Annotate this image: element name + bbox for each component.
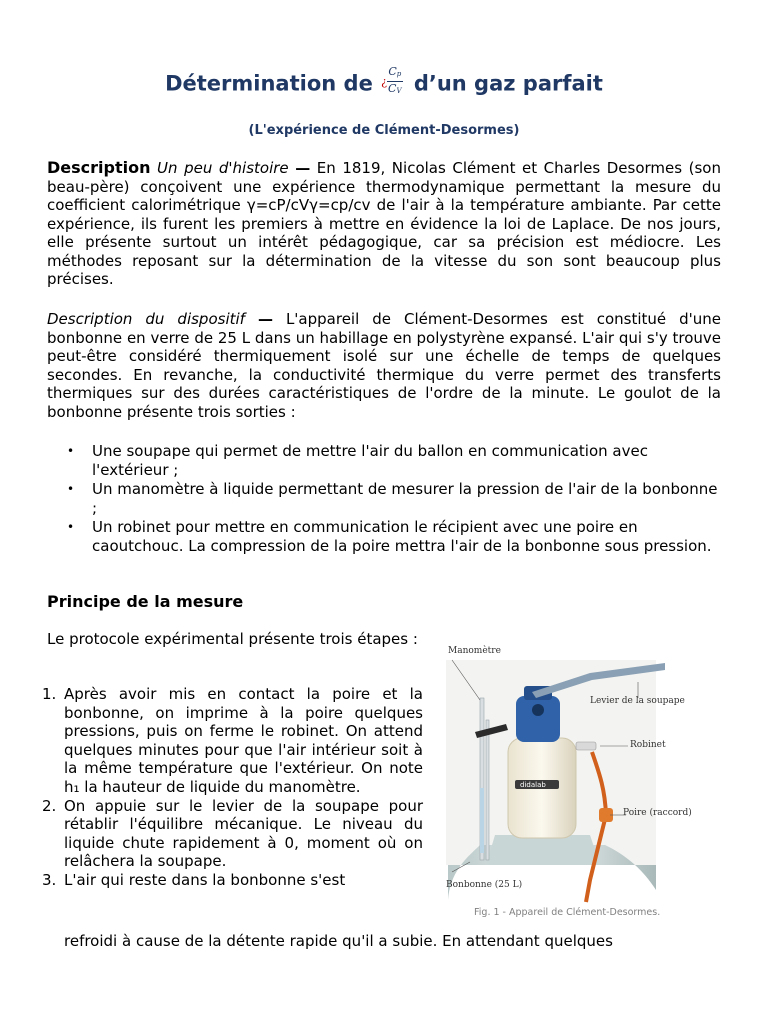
brand-label: didalab [520,781,546,789]
page-title [0,65,768,101]
step-number: 2. [42,796,57,815]
step-text: On appuie sur le levier de la soupape pour rétablir l'équilibre mécanique. Le niveau du liquide chute rapidement à 0, moment où on relâchera la soupape. [64,796,423,871]
title-suffix: d’un gaz parfait [413,71,603,96]
bullet-icon: • [67,444,75,458]
title-prefix: Détermination de [165,71,373,96]
list-item [47,518,721,555]
step-text-continuation: refroidi à cause de la détente rapide qu'il a subie. En attendant quelques [64,932,613,950]
step-item [42,796,423,871]
list-item-text: Un robinet pour mettre en communication le récipient avec une poire en caoutchouc. La compression de la poire mettra l'air de la bonbonne sous pression. [92,518,712,555]
bonbonne-label: Bonbonne (25 L) [446,880,523,890]
valve-body [516,696,560,742]
bullet-icon: • [67,482,75,496]
manometer-label: Manomètre [448,646,501,656]
principe-intro: Le protocole expérimental présente trois étapes : [47,630,418,648]
dispositif-paragraph [47,310,721,421]
dispositif-dash: — [257,310,273,328]
page-subtitle: (L'expérience de Clément-Desormes) [248,123,520,138]
tap-label: Robinet [630,740,666,750]
list-item-text: Un manomètre à liquide permettant de mesurer la pression de l'air de la bonbonne ; [92,480,718,517]
fraction-denominator: C [388,82,397,95]
description-paragraph [47,159,721,289]
dispositif-lead: Description du dispositif [47,310,245,328]
step-text: Après avoir mis en contact la poire et la bonbonne, on imprime à la poire quelques pressions, puis on ferme le robinet. On attend quelques minutes pour que l'air intérieur soit à la même température que l'extérieur. On note h₁ la hauteur de liquide du manomètre. [64,685,423,796]
tap [576,742,596,750]
fraction-numerator: C [388,65,397,78]
lever-label: Levier de la soupape [590,696,685,706]
step-text: L'air qui reste dans la bonbonne s'est [64,870,346,889]
apparatus-figure [440,640,690,930]
section-heading: Principe de la mesure [47,592,244,611]
step-item [42,870,423,890]
step-item [42,685,423,797]
cp-cv-fraction [381,65,402,98]
fraction-denominator-sub: V [396,87,402,95]
list-item [47,442,721,479]
list-item [47,480,721,517]
outlets-list [47,442,721,556]
figure-caption: Fig. 1 - Appareil de Clément-Desormes. [474,907,661,918]
step-number: 3. [42,870,57,889]
fraction-numerator-sub: p [396,70,402,78]
description-text: En 1819, Nicolas Clément et Charles Desormes (son beau-père) conçoivent une expérience thermodynamique permettant la mesure du coefficient calorimétrique γ=cP/cVγ=cp/cv de l'air à la température ambiante. Par cette expérience, ils furent les premiers à mettre en évidence la loi de Laplace. De nos jours, elle présente surtout un intérêt pédagogique, car sa précision est médiocre. Les méthodes reposant sur la détermination de la vitesse du son sont beaucoup plus précises. [47,159,721,288]
description-dash: — [295,159,311,177]
list-item-text: Une soupape qui permet de mettre l'air du ballon en communication avec l'extérieur ; [92,442,648,479]
steps-list [42,685,423,890]
fraction-lead-glyph: ¿ [381,75,388,88]
bullet-icon: • [67,520,75,534]
bulb-label: Poire (raccord) [623,808,692,818]
step-number: 1. [42,685,57,703]
dispositif-text: L'appareil de Clément-Desormes est constitué d'une bonbonne en verre de 25 L dans un habillage en polystyrène expansé. L'air qui s'y trouve peut-être considéré thermiquement isolé sur une échelle de temps de quelques secondes. En revanche, la conductivité thermique du verre permet des transferts thermiques sur des durées caractéristiques de l'ordre de la minute. Le goulot de la bonbonne présente trois sorties : [47,310,722,421]
description-heading: Description [47,158,151,177]
description-lead: Un peu d'histoire [157,159,289,177]
